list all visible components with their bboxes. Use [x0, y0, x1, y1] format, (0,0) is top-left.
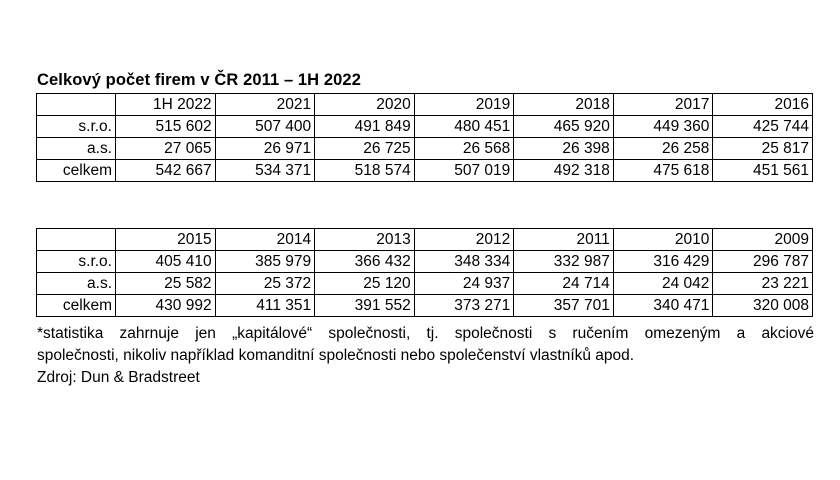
table-cell: 405 410 [116, 251, 216, 273]
table-cell: 26 258 [613, 138, 713, 160]
row-label: s.r.o. [37, 116, 116, 138]
table-cell: 425 744 [713, 116, 813, 138]
header-cell [37, 229, 116, 251]
header-cell: 2010 [613, 229, 713, 251]
header-cell: 2020 [315, 94, 415, 116]
header-cell: 2021 [215, 94, 315, 116]
table-cell: 340 471 [613, 295, 713, 317]
table-cell: 26 568 [414, 138, 514, 160]
page-title: Celkový počet firem v ČR 2011 – 1H 2022 [37, 71, 361, 89]
table-cell: 475 618 [613, 160, 713, 182]
footnote [37, 323, 814, 389]
table-cell: 391 552 [315, 295, 415, 317]
table-cell: 26 725 [315, 138, 415, 160]
header-cell: 2017 [613, 94, 713, 116]
row-label: s.r.o. [37, 251, 116, 273]
footnote-line-2: společnosti, nikoliv například komanditní společnosti nebo společenství vlastníků apod. [37, 347, 635, 364]
table-cell: 316 429 [613, 251, 713, 273]
table-cell: 26 398 [514, 138, 614, 160]
table-cell: 430 992 [116, 295, 216, 317]
table-cell: 491 849 [315, 116, 415, 138]
table-cell: 357 701 [514, 295, 614, 317]
table-cell: 507 400 [215, 116, 315, 138]
table-cell: 465 920 [514, 116, 614, 138]
table-cell: 542 667 [116, 160, 216, 182]
table-cell: 480 451 [414, 116, 514, 138]
table-cell: 534 371 [215, 160, 315, 182]
table-cell: 411 351 [215, 295, 315, 317]
stats-table-2016-2022 [36, 93, 813, 182]
table-cell: 27 065 [116, 138, 216, 160]
table-cell: 25 817 [713, 138, 813, 160]
table-cell: 26 971 [215, 138, 315, 160]
table-cell: 320 008 [713, 295, 813, 317]
table-cell: 24 714 [514, 273, 614, 295]
table-cell: 492 318 [514, 160, 614, 182]
stats-table-2009-2015 [36, 228, 813, 317]
table-row [37, 160, 813, 182]
row-label: celkem [37, 295, 116, 317]
table-cell: 449 360 [613, 116, 713, 138]
source-line: Zdroj: Dun & Bradstreet [37, 369, 200, 386]
table-cell: 366 432 [315, 251, 415, 273]
table-cell: 385 979 [215, 251, 315, 273]
header-cell: 2018 [514, 94, 614, 116]
header-cell: 2019 [414, 94, 514, 116]
table-header-row [37, 229, 813, 251]
table-cell: 296 787 [713, 251, 813, 273]
table-header-row [37, 94, 813, 116]
table-cell: 24 042 [613, 273, 713, 295]
table-cell: 507 019 [414, 160, 514, 182]
table-cell: 373 271 [414, 295, 514, 317]
row-label: a.s. [37, 138, 116, 160]
table-cell: 451 561 [713, 160, 813, 182]
table-cell: 23 221 [713, 273, 813, 295]
table-row [37, 116, 813, 138]
header-cell: 2014 [215, 229, 315, 251]
table-row [37, 251, 813, 273]
header-cell: 2013 [315, 229, 415, 251]
table-cell: 515 602 [116, 116, 216, 138]
table-cell: 25 582 [116, 273, 216, 295]
footnote-line-1: *statistika zahrnuje jen „kapitálové“ společnosti, tj. společnosti s ručením omezeným a akciové [37, 325, 814, 342]
table-cell: 518 574 [315, 160, 415, 182]
table-row [37, 295, 813, 317]
row-label: celkem [37, 160, 116, 182]
header-cell: 2012 [414, 229, 514, 251]
table-cell: 348 334 [414, 251, 514, 273]
header-cell: 1H 2022 [116, 94, 216, 116]
header-cell [37, 94, 116, 116]
header-cell: 2009 [713, 229, 813, 251]
table-cell: 25 120 [315, 273, 415, 295]
table-cell: 332 987 [514, 251, 614, 273]
table-row [37, 138, 813, 160]
header-cell: 2015 [116, 229, 216, 251]
table-row [37, 273, 813, 295]
table-cell: 24 937 [414, 273, 514, 295]
header-cell: 2016 [713, 94, 813, 116]
row-label: a.s. [37, 273, 116, 295]
table-cell: 25 372 [215, 273, 315, 295]
header-cell: 2011 [514, 229, 614, 251]
